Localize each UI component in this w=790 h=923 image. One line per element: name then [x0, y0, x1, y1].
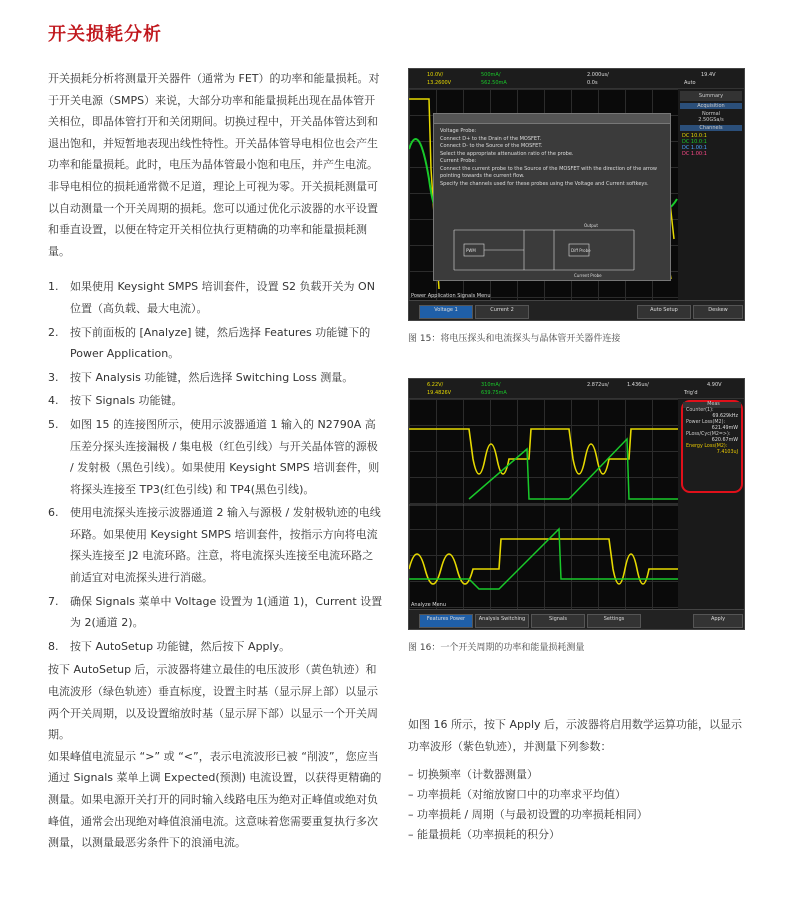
dialog-line: Specify the channels used for these probes using the Voltage and Current softkeys. [440, 180, 649, 187]
circuit-diagram [434, 210, 672, 280]
list-item [48, 322, 384, 365]
right-column [408, 714, 753, 845]
step-number: 3. [48, 370, 59, 384]
step-text: 按下 Signals 功能键。 [70, 394, 183, 408]
power-loss-label: Power Loss(M2): [686, 420, 726, 425]
list-item: – 切换频率（计数器测量） [408, 768, 538, 782]
figure-15-caption: 图 15：将电压探头和电流探头与晶体管开关器件连接 [408, 334, 621, 344]
scope-status-bar [409, 69, 744, 89]
step-number: 1. [48, 280, 59, 294]
steps-list [48, 276, 384, 657]
dialog-line: Connect the current probe to the Source of the MOSFET with the direction of the arrow pointing towards the current flow. [440, 165, 657, 179]
auto-setup-softkey[interactable]: Auto Setup [637, 305, 691, 319]
list-item: – 功率损耗（对缩放窗口中的功率求平均值） [408, 788, 626, 802]
scope-status-bar [409, 379, 744, 399]
trigger-level: 19.4V [701, 72, 716, 78]
output-label: Output [584, 223, 598, 228]
ch2-offset: 639.75mA [481, 390, 507, 396]
softkey-bar [409, 293, 744, 320]
step-text: 如图 15 的连接图所示，使用示波器通道 1 输入的 N2790A 高压差分探头连接漏极 / 集电极（红色引线）与开关晶体管的源极 / 发射极（黑色引线）。如果使用 Keysight SMPS 培训套件，则将探头连接至 TP3(红色引线) 和 TP4(黑色引线)。 [70, 417, 380, 496]
list-item [48, 390, 384, 412]
signals-softkey[interactable]: Signals [531, 614, 585, 628]
step-text: 如果使用 Keysight SMPS 培训套件，设置 S2 负载开关为 ON 位置（高负载、最大电流）。 [70, 280, 375, 315]
step-text: 按下 AutoSetup 功能键，然后按下 Apply。 [70, 639, 291, 653]
timebase: 2.000us/ [587, 72, 609, 78]
list-item: – 能量损耗（功率损耗的积分） [408, 828, 560, 842]
trigger-mode: Auto [684, 80, 696, 86]
dialog-header [434, 114, 670, 124]
trigger-mode: Trig'd [684, 390, 698, 396]
analysis-softkey[interactable]: Analysis Switching [475, 614, 529, 628]
probe-connection-dialog [433, 113, 671, 281]
dialog-line: Voltage Probe: [440, 128, 477, 134]
bullet-text: 功率损耗（对缩放窗口中的功率求平均值） [417, 788, 626, 802]
step-text: 确保 Signals 菜单中 Voltage 设置为 1(通道 1)，Current 设置为 2(通道 2)。 [70, 594, 383, 630]
dialog-line: Connect D+ to the Drain of the MOSFET. [440, 135, 542, 142]
step-number: 7. [48, 594, 59, 608]
timebase: 2.872us/ [587, 382, 609, 388]
dialog-line: Current Probe: [440, 158, 477, 164]
intro-paragraph: 开关损耗分析将测量开关器件（通常为 FET）的功率和能量损耗。对于开关电源（SMPS）来说，大部分功率和能量损耗出现在晶体管开关相位，即晶体管打开和关闭期间。切换过程中，开关晶体管达到和退出饱和，并短暂地表现出线性特性。开关晶体管导电相位也会产生功率和能量损耗。此时，电压为晶体管最小饱和电压，并产生电流。非导电相位的损耗通常微不足道，理论上可视为零。开关损耗测量可以自动测量一个开关周期的损耗。您可以通过优化示波器的水平设置和垂直设置，以便在特定开关相位执行更精确的功率和能量损耗测量。 [48, 72, 380, 258]
autosetup-paragraph: 按下 AutoSetup 后，示波器将建立最佳的电压波形（黄色轨迹）和电流波形（绿色轨迹）垂直标度，设置主时基（显示屏上部）以显示两个开关周期，以及设置缩放时基（显示屏下部）以显示一个开关周期。 [48, 663, 378, 742]
step-number: 2. [48, 325, 59, 339]
list-item [48, 636, 384, 658]
diff-probe-label: Diff Probe [571, 248, 591, 253]
acquisition-header: Acquisition [680, 103, 742, 109]
ch2-scale: 310mA/ [481, 382, 501, 388]
voltage-softkey[interactable]: Voltage 1 [419, 305, 473, 319]
apply-paragraph: 如图 16 所示，按下 Apply 后，示波器将启用数学运算功能，以显示功率波形（紫色轨迹），并测量下列参数： [408, 718, 743, 753]
features-softkey[interactable]: Features Power [419, 614, 473, 628]
channel-row: DC 1.00:1 [682, 151, 707, 157]
dialog-text [434, 124, 670, 192]
current-probe-label: Current Probe [574, 273, 602, 278]
apply-softkey[interactable]: Apply [693, 614, 743, 628]
figure-16-caption: 图 16：一个开关周期的功率和能量损耗测量 [408, 643, 585, 653]
step-number: 8. [48, 639, 59, 653]
step-text: 按下前面板的 [Analyze] 键，然后选择 Features 功能键下的 Power Application。 [70, 325, 371, 361]
deskew-softkey[interactable]: Deskew [693, 305, 743, 319]
page-title: 开关损耗分析 [48, 24, 162, 45]
energy-loss-label: Energy Loss(M2): [686, 444, 728, 449]
energy-loss-value: 7.4103uJ [716, 450, 738, 455]
current-softkey[interactable]: Current 2 [475, 305, 529, 319]
counter-label: Counter(1): [686, 408, 714, 413]
bullet-text: 能量损耗（功率损耗的积分） [417, 828, 560, 842]
summary-panel [678, 89, 744, 300]
ploss-cyc-label: PLoss/Cyc(M2=>): [686, 432, 731, 437]
list-item [48, 276, 384, 319]
menu-title: Power Application Signals Menu [411, 293, 491, 299]
figure-15-scope-screen [408, 68, 745, 321]
list-item [48, 502, 384, 588]
step-number: 4. [48, 394, 59, 408]
bullet-text: 切换频率（计数器测量） [417, 768, 538, 782]
channel-row: DC 1.00:1 [682, 145, 707, 151]
channel-row: DC 10.0:1 [682, 139, 707, 145]
summary-tab[interactable]: Summary [680, 91, 742, 101]
measurement-results-highlight [681, 400, 743, 493]
sample-rate: 2.50GSa/s [698, 117, 724, 123]
delay: 0.0s [587, 80, 598, 86]
pwm-label: PWM [466, 248, 476, 253]
ch1-offset: 19.4826V [427, 390, 452, 396]
list-item [48, 367, 384, 389]
power-loss-value: 621.49mW [711, 426, 738, 431]
measurement-list [408, 765, 753, 845]
clipping-paragraph: 如果峰值电流显示 “>” 或 “<”，表示电流波形已被 “削波”，您应当通过 Signals 菜单上调 Expected(预测) 电流设置，以获得更精确的测量。如果电源开关打开的同时输入线路电压为绝对正峰值或绝对负峰值，通常会出现绝对峰值浪涌电流。这意味着您需要重复执行多次测量，以测量最恶劣条件下的浪涌电流。 [48, 749, 382, 850]
step-text: 按下 Analysis 功能键，然后选择 Switching Loss 测量。 [70, 370, 354, 384]
ch1-scale: 10.0V/ [427, 72, 444, 78]
list-item [48, 414, 384, 500]
ch2-scale: 500mA/ [481, 72, 501, 78]
step-number: 5. [48, 417, 59, 431]
channel-row: DC 10.0:1 [682, 133, 707, 139]
list-item: – 功率损耗 / 周期（与最初设置的功率损耗相同） [408, 808, 648, 822]
ch1-scale: 6.22V/ [427, 382, 444, 388]
trigger-level: 4.90V [707, 382, 722, 388]
step-text: 使用电流探头连接示波器通道 2 输入与源极 / 发射极轨迹的电线环路。如果使用 Keysight SMPS 培训套件，按指示方向将电流探头连接至 J2 电流环路。注意，将电流探头连接至电流环路之前适宜对电流探头进行消磁。 [70, 506, 381, 585]
channels-header: Channels [680, 125, 742, 131]
left-column [48, 68, 384, 854]
ch1-offset: 13.2600V [427, 80, 452, 86]
list-item [48, 591, 384, 634]
settings-softkey[interactable]: Settings [587, 614, 641, 628]
step-number: 6. [48, 506, 59, 520]
counter-value: 69.629kHz [712, 414, 738, 419]
meas-title: Meas [683, 402, 741, 408]
acquisition-mode: Normal [701, 111, 721, 117]
ploss-cyc-value: 620.67mW [711, 438, 738, 443]
zoom-timebase: 1.436us/ [627, 382, 649, 388]
dialog-line: Connect D- to the Source of the MOSFET. [440, 143, 543, 149]
waveform-traces [409, 399, 679, 611]
ch2-offset: 562.50mA [481, 80, 507, 86]
menu-title: Analyze Menu [411, 602, 447, 608]
dialog-line: Select the appropriate attenuation ratio of the probe. [440, 150, 574, 157]
waveform-grid [409, 399, 679, 609]
softkey-bar [409, 602, 744, 629]
bullet-text: 功率损耗 / 周期（与最初设置的功率损耗相同） [417, 808, 648, 822]
